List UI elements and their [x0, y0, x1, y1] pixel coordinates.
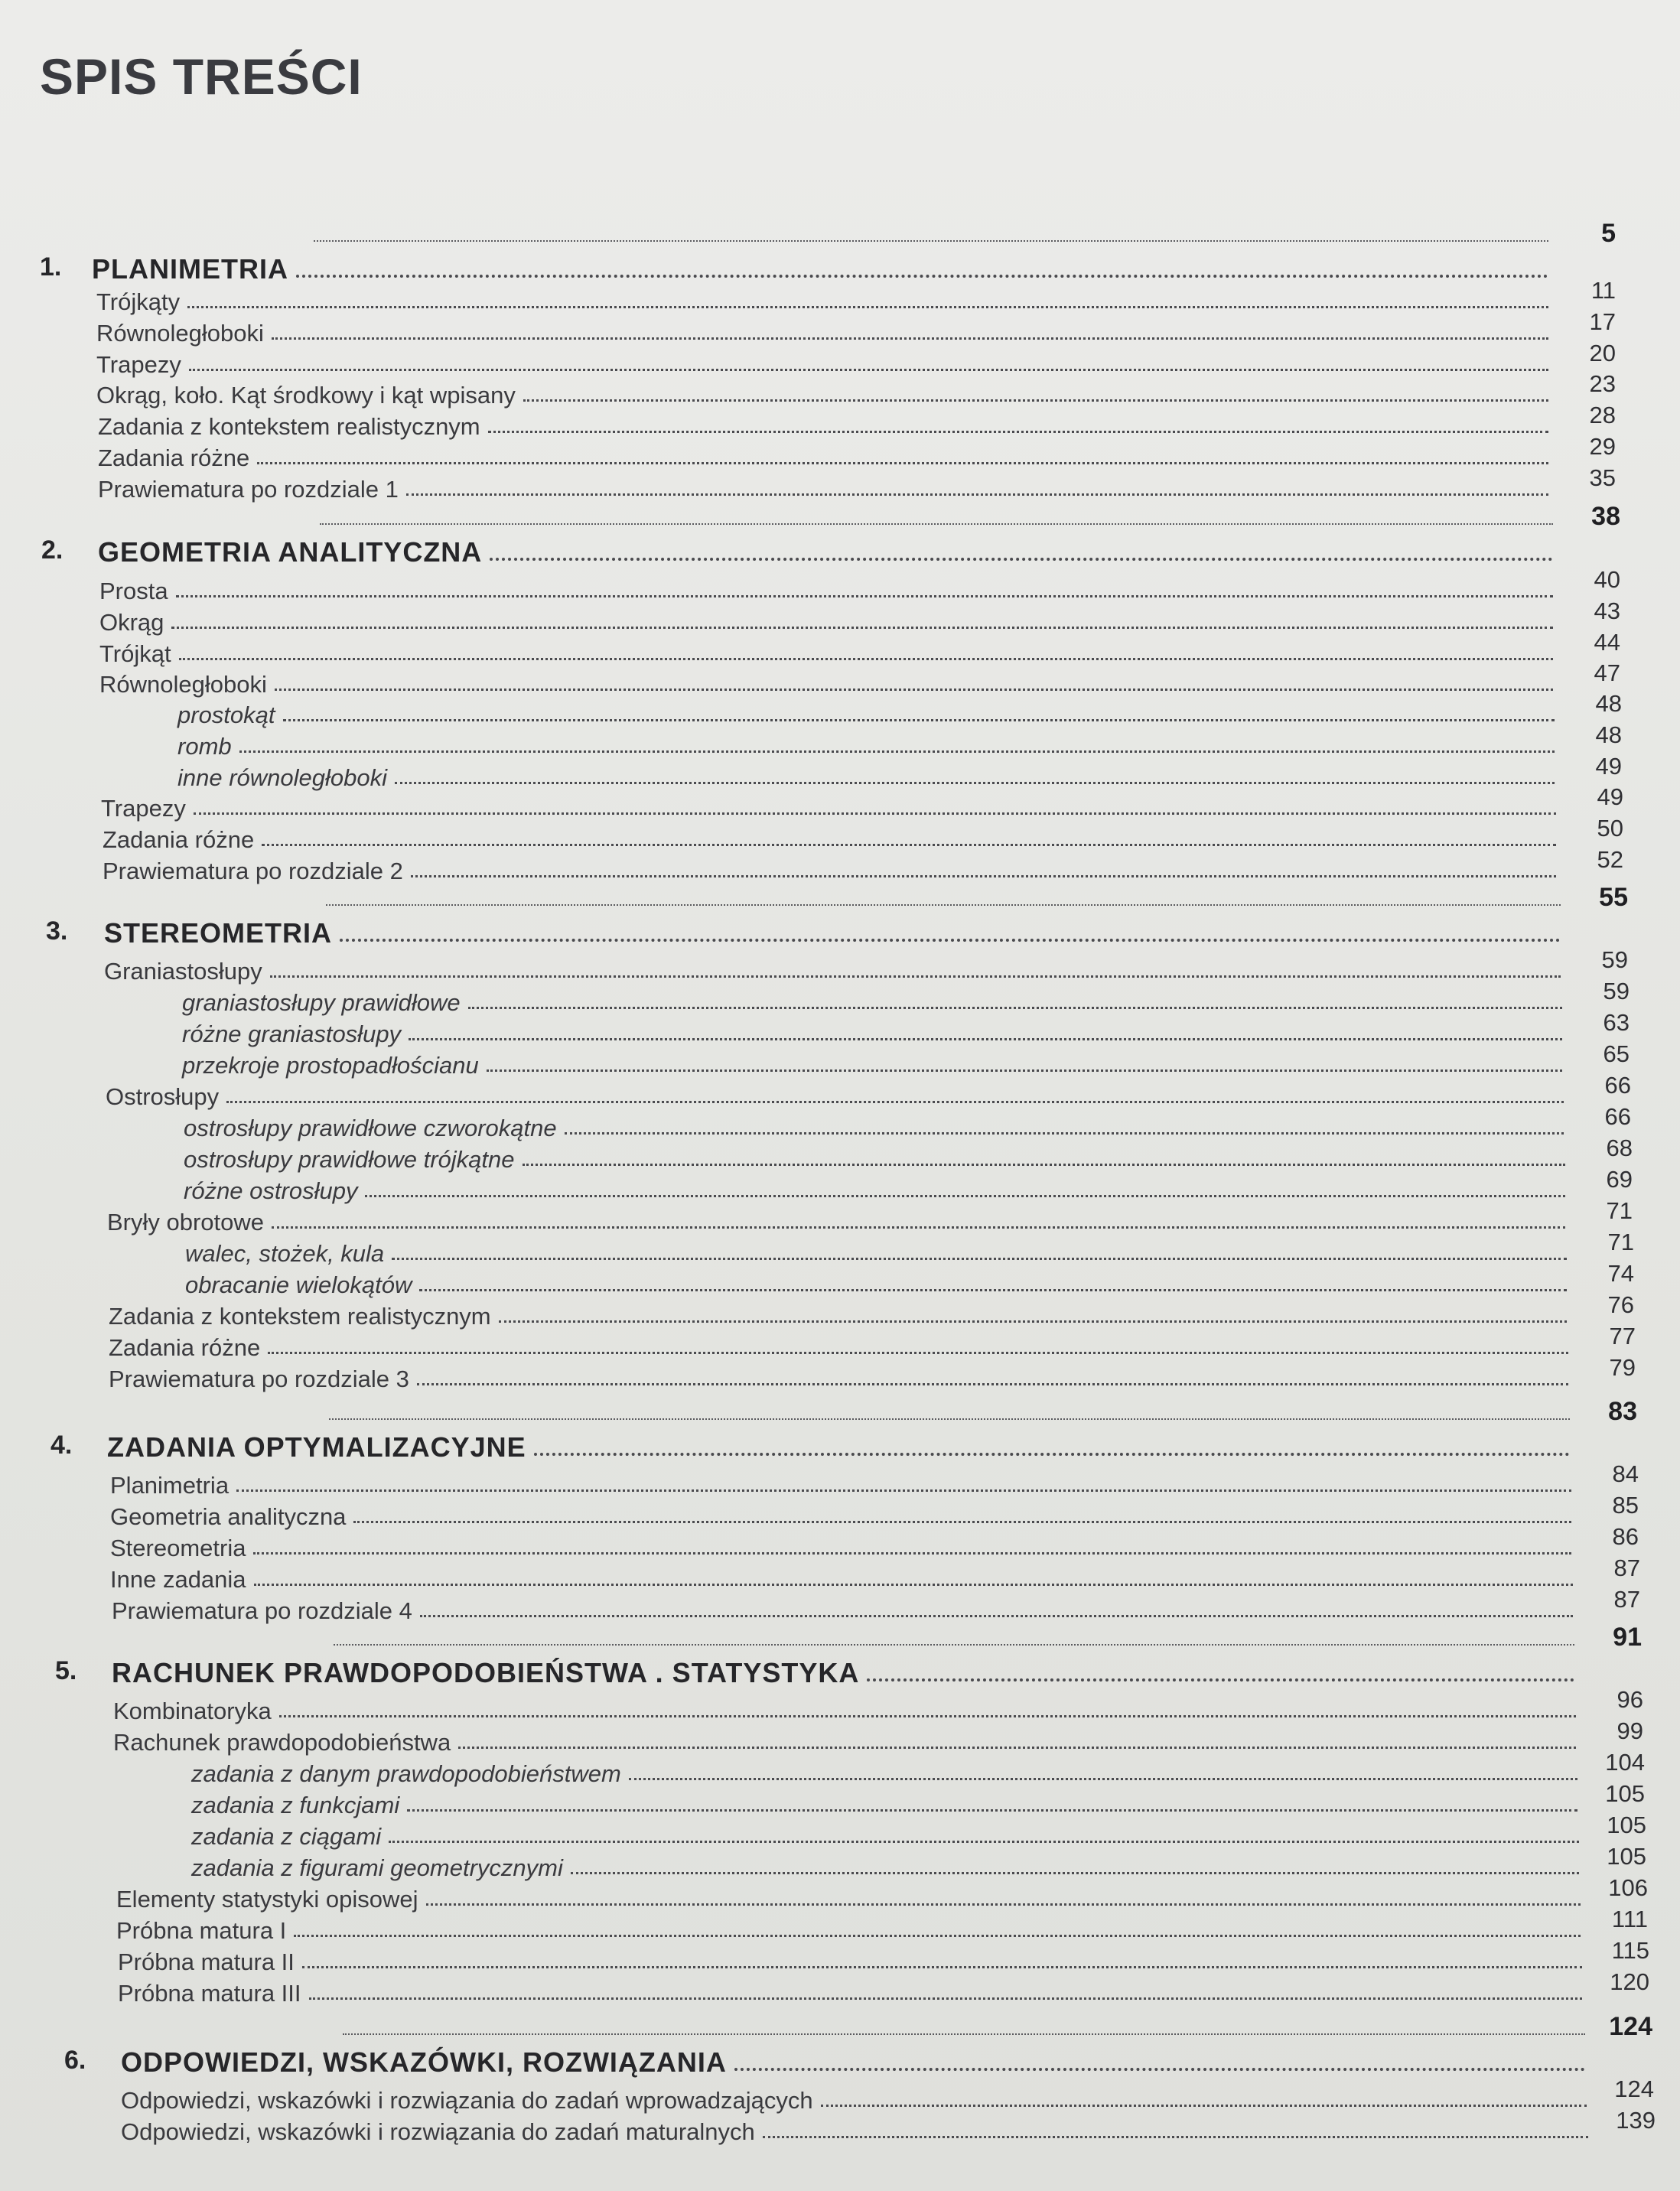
section-title: Prawiematura po rozdziale 4 — [112, 1597, 412, 1624]
toc-entry — [104, 951, 1561, 983]
leader-dots — [392, 1258, 1567, 1260]
toc-entry — [177, 757, 1555, 789]
leader-dots — [734, 2068, 1585, 2071]
section-title: Zadania z kontekstem realistycznym — [98, 413, 480, 440]
chapter-rule — [326, 904, 1561, 906]
subsection-title: zadania z ciągami — [191, 1823, 382, 1850]
toc-entry — [184, 1108, 1564, 1140]
leader-dots — [523, 1164, 1566, 1166]
section-title: Prosta — [99, 578, 168, 604]
leader-dots — [458, 1747, 1576, 1749]
section-title: Zadania różne — [98, 444, 250, 471]
leader-dots — [389, 1841, 1579, 1843]
chapter-entry — [104, 909, 1561, 947]
page-number: 83 — [1608, 1397, 1637, 1426]
section-title: Ostrosłupy — [106, 1083, 220, 1110]
page-number: 49 — [1595, 753, 1622, 780]
leader-dots — [171, 627, 1553, 629]
page-number: 38 — [1591, 502, 1620, 531]
leader-dots — [279, 1715, 1576, 1717]
page-number: 29 — [1589, 433, 1616, 460]
section-title: Prawiematura po rozdziale 1 — [98, 476, 399, 503]
page-number: 87 — [1613, 1555, 1640, 1581]
subsection-title: walec, stożek, kula — [185, 1240, 385, 1267]
leader-dots — [499, 1320, 1567, 1323]
leader-dots — [395, 782, 1555, 784]
page-number: 104 — [1605, 1749, 1645, 1776]
page-number: 5 — [1601, 219, 1616, 248]
toc-entry — [184, 1139, 1565, 1171]
page-title: SPIS TREŚCI — [40, 48, 363, 105]
leader-dots — [236, 1489, 1571, 1492]
page-number: 71 — [1607, 1229, 1634, 1255]
toc-entry — [113, 1691, 1576, 1723]
page-number: 11 — [1590, 277, 1616, 304]
page-number: 77 — [1609, 1323, 1636, 1349]
toc-entry — [118, 1973, 1582, 2005]
subsection-title: zadania z funkcjami — [191, 1792, 400, 1818]
page-number: 84 — [1612, 1460, 1639, 1487]
toc-entry — [110, 1559, 1573, 1591]
page-number: 17 — [1589, 308, 1616, 335]
leader-dots — [409, 1038, 1562, 1040]
section-title: Bryły obrotowe — [107, 1209, 265, 1235]
leader-dots — [272, 337, 1548, 340]
toc-entry — [184, 1170, 1565, 1203]
toc-entry — [99, 664, 1553, 696]
section-title: Równoległoboki — [99, 671, 267, 698]
section-title: Okrąg, koło. Kąt środkowy i kąt wpisany — [96, 382, 516, 409]
toc-entry — [96, 313, 1548, 345]
section-title: Prawiematura po rozdziale 3 — [109, 1366, 409, 1392]
leader-dots — [353, 1521, 1571, 1523]
leader-dots — [176, 595, 1553, 597]
section-title: Próbna matura III — [118, 1980, 301, 2007]
toc-entry — [98, 406, 1548, 438]
leader-dots — [571, 1872, 1579, 1874]
toc-entry — [107, 1202, 1565, 1234]
leader-dots — [302, 1966, 1582, 1968]
toc-entry — [109, 1296, 1567, 1328]
toc-entry — [113, 1722, 1576, 1754]
chapter-title: GEOMETRIA ANALITYCZNA — [98, 536, 483, 568]
page-number: 87 — [1613, 1586, 1640, 1613]
toc-entry — [177, 726, 1555, 758]
toc-entry — [191, 1816, 1579, 1848]
leader-dots — [426, 1903, 1581, 1906]
page-number: 68 — [1606, 1135, 1633, 1161]
toc-entry — [103, 851, 1556, 883]
leader-dots — [254, 1584, 1573, 1586]
leader-dots — [270, 975, 1561, 978]
page-number: 86 — [1612, 1523, 1639, 1550]
chapter-title: ZADANIA OPTYMALIZACYJNE — [107, 1431, 526, 1463]
section-title: Zadania różne — [109, 1334, 261, 1361]
chapter-title: PLANIMETRIA — [92, 253, 288, 285]
toc-entry — [99, 633, 1553, 666]
toc-entry — [191, 1753, 1577, 1786]
page-number: 96 — [1617, 1686, 1643, 1713]
page-number: 63 — [1603, 1009, 1630, 1036]
chapter-rule — [334, 1644, 1574, 1646]
toc-entry — [96, 375, 1548, 407]
toc-entry — [96, 282, 1548, 314]
page-number: 59 — [1603, 978, 1630, 1004]
leader-dots — [419, 1289, 1567, 1291]
leader-dots — [534, 1453, 1570, 1456]
page-number: 76 — [1607, 1291, 1634, 1318]
chapter-rule — [329, 1418, 1570, 1420]
leader-dots — [187, 306, 1548, 308]
leader-dots — [565, 1132, 1564, 1135]
page-number: 120 — [1610, 1968, 1649, 1995]
leader-dots — [296, 275, 1548, 278]
leader-dots — [283, 719, 1555, 721]
leader-dots — [262, 844, 1556, 846]
section-title: Trapezy — [101, 795, 186, 822]
toc-entry — [121, 2111, 1588, 2144]
toc-entry — [182, 1045, 1562, 1077]
chapter-entry — [121, 2038, 1585, 2076]
subsection-title: inne równoległoboki — [177, 764, 388, 791]
leader-dots — [194, 812, 1556, 815]
toc-entry — [185, 1265, 1567, 1297]
toc-entry — [99, 602, 1553, 634]
toc-entry — [191, 1785, 1577, 1817]
section-title: Trapezy — [96, 351, 181, 378]
section-title: Geometria analityczna — [110, 1503, 347, 1530]
leader-dots — [253, 1552, 1571, 1555]
leader-dots — [179, 658, 1553, 660]
chapter-number: 2. — [41, 536, 63, 565]
toc-entry — [103, 819, 1556, 851]
toc-entry — [121, 2080, 1587, 2112]
page-number: 47 — [1594, 659, 1620, 686]
section-title: Trójkąt — [99, 640, 171, 667]
page-number: 139 — [1616, 2107, 1656, 2134]
subsection-title: obracanie wielokątów — [185, 1271, 412, 1298]
chapter-entry — [92, 245, 1548, 283]
section-title: Odpowiedzi, wskazówki i rozwiązania do zadań wprowadzających — [121, 2087, 813, 2114]
leader-dots — [523, 399, 1548, 402]
toc-entry — [112, 1590, 1573, 1623]
page-number: 106 — [1608, 1874, 1648, 1901]
leader-dots — [268, 1352, 1568, 1354]
toc-entry — [106, 1076, 1564, 1109]
leader-dots — [420, 1615, 1573, 1617]
toc-entry — [191, 1848, 1579, 1880]
section-title: Okrąg — [99, 609, 164, 636]
toc-entry — [110, 1528, 1571, 1560]
page-number: 105 — [1605, 1780, 1645, 1807]
leader-dots — [821, 2105, 1587, 2107]
chapter-number: 5. — [55, 1656, 77, 1685]
page-number: 55 — [1599, 883, 1628, 912]
page-number: 71 — [1606, 1197, 1633, 1224]
leader-dots — [867, 1678, 1574, 1682]
toc-entry — [109, 1359, 1568, 1391]
subsection-title: różne graniastosłupy — [182, 1021, 402, 1047]
page-number: 20 — [1589, 340, 1616, 366]
leader-dots — [406, 493, 1548, 496]
section-title: Odpowiedzi, wskazówki i rozwiązania do zadań maturalnych — [121, 2118, 755, 2145]
leader-dots — [189, 369, 1548, 371]
chapter-rule — [314, 240, 1548, 242]
chapter-rule — [343, 2033, 1585, 2035]
section-title: Próbna matura I — [116, 1917, 287, 1944]
toc-entry — [101, 788, 1556, 820]
section-title: Trójkąty — [96, 288, 181, 315]
page-number: 66 — [1604, 1103, 1631, 1130]
section-title: Stereometria — [110, 1535, 246, 1561]
leader-dots — [488, 431, 1548, 433]
page-number: 59 — [1601, 946, 1628, 973]
chapter-entry — [112, 1649, 1574, 1687]
page-number: 124 — [1614, 2075, 1654, 2102]
page-number: 52 — [1597, 846, 1623, 873]
leader-dots — [763, 2136, 1588, 2138]
toc-entry — [96, 344, 1548, 376]
subsection-title: ostrosłupy prawidłowe trójkątne — [184, 1146, 515, 1173]
chapter-entry — [107, 1423, 1570, 1461]
subsection-title: prostokąt — [177, 702, 275, 728]
page-number: 44 — [1594, 629, 1620, 656]
chapter-title: STEREOMETRIA — [104, 917, 333, 949]
chapter-title: RACHUNEK PRAWDOPODOBIEŃSTWA . STATYSTYKA — [112, 1657, 860, 1688]
chapter-number: 1. — [40, 252, 62, 282]
toc-entry — [98, 438, 1548, 470]
leader-dots — [294, 1935, 1581, 1937]
toc-entry — [116, 1910, 1581, 1942]
leader-dots — [340, 939, 1561, 942]
section-title: Inne zadania — [110, 1566, 246, 1593]
page-number: 50 — [1597, 815, 1623, 842]
leader-dots — [365, 1195, 1565, 1197]
chapter-entry — [98, 528, 1553, 566]
section-title: Graniastosłupy — [104, 958, 262, 985]
page-number: 74 — [1607, 1260, 1634, 1287]
chapter-number: 6. — [64, 2046, 86, 2075]
section-title: Zadania różne — [103, 826, 255, 853]
subsection-title: graniastosłupy prawidłowe — [182, 989, 461, 1016]
toc-entry — [182, 982, 1562, 1014]
page-number: 40 — [1594, 566, 1620, 593]
section-title: Rachunek prawdopodobieństwa — [113, 1729, 451, 1756]
page-number: 48 — [1595, 721, 1622, 748]
subsection-title: ostrosłupy prawidłowe czworokątne — [184, 1115, 557, 1141]
page-number: 105 — [1607, 1843, 1646, 1870]
toc-entry — [109, 1327, 1568, 1359]
subsection-title: romb — [177, 733, 232, 760]
toc-entry — [177, 695, 1555, 727]
page-number: 65 — [1603, 1040, 1630, 1067]
section-title: Prawiematura po rozdziale 2 — [103, 858, 403, 884]
page-number: 66 — [1604, 1072, 1631, 1099]
subsection-title: różne ostrosłupy — [184, 1177, 358, 1204]
leader-dots — [275, 689, 1553, 691]
section-title: Próbna matura II — [118, 1948, 295, 1975]
page-number: 105 — [1607, 1812, 1646, 1838]
toc-entry — [118, 1942, 1582, 1974]
leader-dots — [487, 1069, 1562, 1072]
leader-dots — [239, 750, 1555, 753]
leader-dots — [407, 1809, 1577, 1812]
page-number: 99 — [1617, 1717, 1643, 1744]
leader-dots — [417, 1383, 1568, 1385]
leader-dots — [257, 462, 1548, 464]
toc-entry — [99, 571, 1553, 603]
page-number: 91 — [1613, 1623, 1642, 1652]
page-number: 124 — [1609, 2012, 1652, 2041]
page-number: 49 — [1597, 783, 1623, 810]
section-title: Kombinatoryka — [113, 1698, 272, 1724]
page-number: 111 — [1611, 1906, 1648, 1932]
page-number: 79 — [1609, 1354, 1636, 1381]
leader-dots — [629, 1778, 1577, 1780]
toc-entry — [185, 1233, 1567, 1265]
page-number: 69 — [1606, 1166, 1633, 1193]
page-number: 85 — [1612, 1492, 1639, 1519]
page-number: 48 — [1595, 690, 1622, 717]
page-number: 28 — [1589, 402, 1616, 428]
chapter-number: 4. — [50, 1431, 73, 1460]
leader-dots — [272, 1226, 1565, 1229]
section-title: Zadania z kontekstem realistycznym — [109, 1303, 491, 1330]
subsection-title: zadania z danym prawdopodobieństwem — [191, 1760, 621, 1787]
page-number: 43 — [1594, 597, 1620, 624]
toc-entry — [116, 1879, 1581, 1911]
toc-entry — [182, 1014, 1562, 1046]
leader-dots — [309, 1997, 1582, 2000]
leader-dots — [226, 1101, 1564, 1103]
subsection-title: przekroje prostopadłościanu — [182, 1052, 479, 1079]
leader-dots — [411, 875, 1556, 877]
section-title: Elementy statystyki opisowej — [116, 1886, 418, 1913]
chapter-number: 3. — [46, 916, 68, 946]
subsection-title: zadania z figurami geometrycznymi — [191, 1854, 563, 1881]
section-title: Planimetria — [110, 1472, 230, 1499]
section-title: Równoległoboki — [96, 320, 264, 347]
toc-entry — [98, 469, 1548, 501]
chapter-title: ODPOWIEDZI, WSKAZÓWKI, ROZWIĄZANIA — [121, 2046, 727, 2078]
leader-dots — [490, 558, 1553, 561]
page-number: 23 — [1589, 370, 1616, 397]
toc-entry — [110, 1496, 1571, 1528]
leader-dots — [468, 1007, 1562, 1009]
page-number: 115 — [1611, 1937, 1649, 1964]
page-number: 35 — [1589, 464, 1616, 491]
chapter-rule — [320, 523, 1553, 525]
toc-entry — [110, 1465, 1571, 1497]
